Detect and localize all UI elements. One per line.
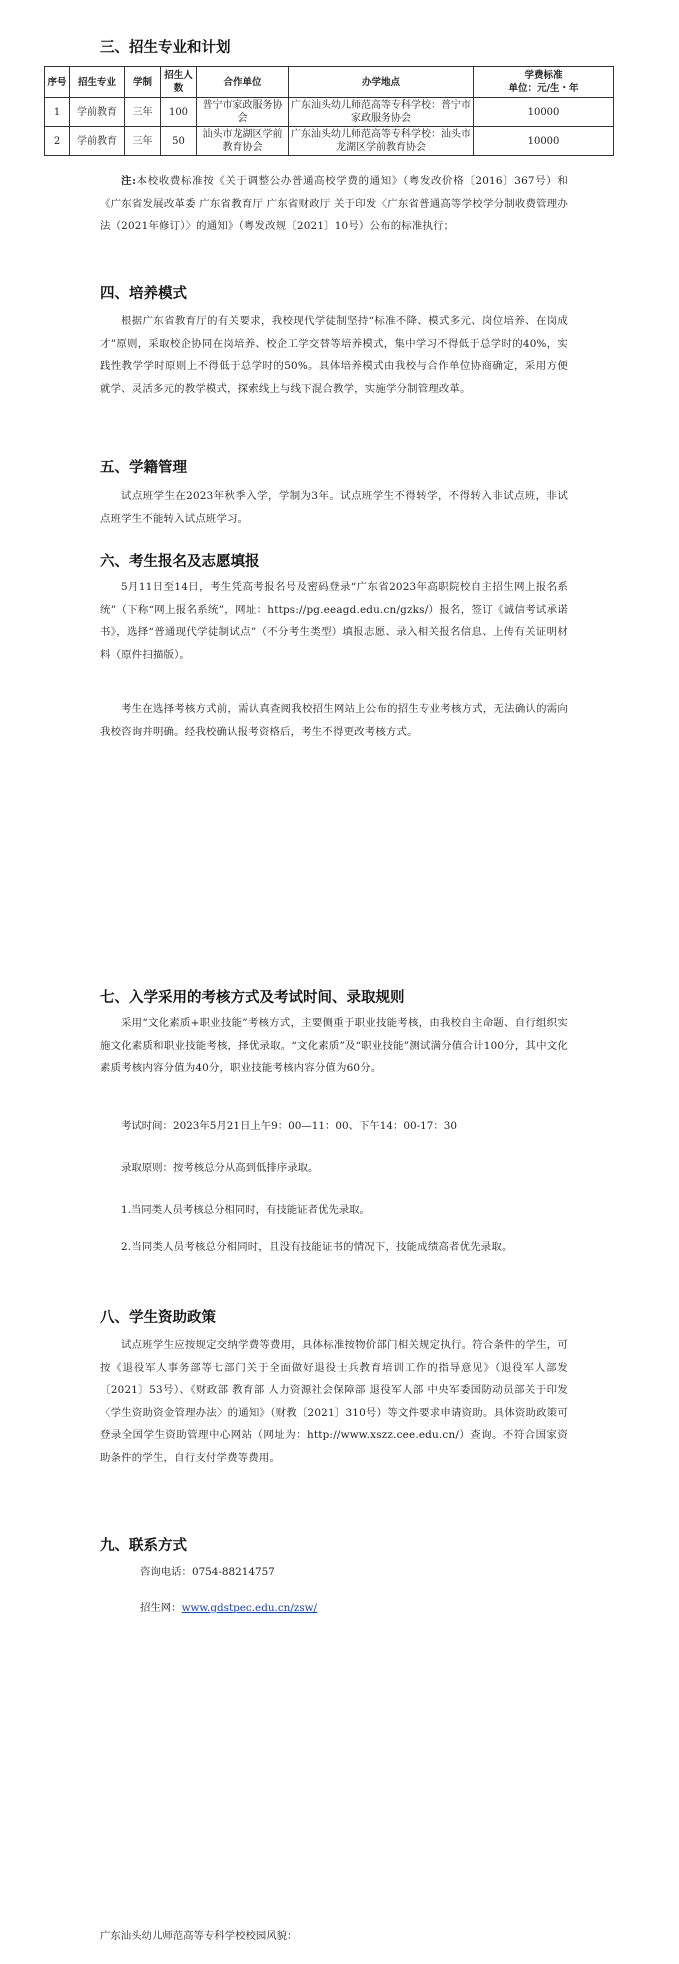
- header-cell: 招生人数: [161, 67, 197, 98]
- header-cell: 学费标准 单位：元/生・年: [474, 67, 614, 98]
- section6-title: 六、考生报名及志愿填报: [100, 554, 260, 570]
- header-cell: 招生专业: [70, 67, 125, 98]
- admission-rule-1: 1.当同类人员考核总分相同时，有技能证者优先录取。: [121, 1204, 370, 1216]
- enrollment-plan-table: [44, 66, 614, 156]
- header-cell: 学制: [125, 67, 161, 98]
- section6-paragraph-1: 5月11日至14日，考生凭高考报名号及密码登录“广东省2023年高职院校自主招生网上报名系统”（下称“网上报名系统”，网址：https://pg.eeagd.edu.cn/gzks/）报名，签订《诚信考试承诺书》，选择“普通现代学徒制试点”（不分考生类型）填报志愿、录入相关报名信息、上传有关证明材料（原件扫描版）。: [100, 581, 568, 661]
- campus-caption: 广东汕头幼儿师范高等专科学校校园风貌：: [100, 1930, 298, 1942]
- section6-paragraph-2: 考生在选择考核方式前，需认真查阅我校招生网站上公布的招生专业考核方式，无法确认的需向我校咨询并明确。经我校确认报考资格后，考生不得更改考核方式。: [100, 703, 568, 738]
- exam-time: 考试时间：2023年5月21日上午9：00—11：00、下午14：00-17：30: [121, 1120, 457, 1132]
- tuition-note: [100, 170, 568, 238]
- table-cell: 三年: [125, 98, 161, 127]
- header-cell: 序号: [45, 67, 70, 98]
- section9-title: 九、联系方式: [100, 1538, 187, 1554]
- table-cell: 50: [161, 127, 197, 156]
- header-cell: 办学地点: [289, 67, 474, 98]
- section8-title: 八、学生资助政策: [100, 1310, 216, 1326]
- section8-paragraph: 试点班学生应按规定交纳学费等费用，具体标准按物价部门相关规定执行。符合条件的学生，可按《退役军人事务部等七部门关于全面做好退役士兵教育培训工作的指导意见》（退役军人部发〔2021〕53号）、《财政部 教育部 人力资源社会保障部 退役军人部 中央军委国防动员部关于印发〈学生资助资金管理办法〉的通知》（财教〔2021〕310号）等文件要求申请资助。具体资助政策可登录全国学生资助管理中心网站（网址为：http://www.xszz.cee.edu.cn/）查询。不符合国家资助条件的学生，自行支付学费等费用。: [100, 1339, 568, 1464]
- section7-title: 七、入学采用的考核方式及考试时间、录取规则: [100, 990, 405, 1006]
- table-cell: 广东汕头幼儿师范高等专科学校：汕头市龙湖区学前教育协会: [289, 127, 474, 156]
- contact-phone: 咨询电话：0754-88214757: [140, 1566, 275, 1578]
- section7-paragraph: 采用“文化素质+职业技能”考核方式，主要侧重于职业技能考核，由我校自主命题、自行组织实施文化素质和职业技能考核，择优录取。“文化素质”及“职业技能”测试满分值合计100分，其中文化素质考核内容分值为40分，职业技能考核内容分值为60分。: [100, 1017, 568, 1074]
- table-cell: 普宁市家政服务协会: [197, 98, 289, 127]
- table-cell: 2: [45, 127, 70, 156]
- section5-title: 五、学籍管理: [100, 460, 187, 476]
- admission-rule: 录取原则：按考核总分从高到低排序录取。: [121, 1162, 319, 1174]
- section4-title: 四、培养模式: [100, 286, 187, 302]
- table-cell: 三年: [125, 127, 161, 156]
- table-cell: 100: [161, 98, 197, 127]
- table-cell: 学前教育: [70, 127, 125, 156]
- table-row: [45, 98, 614, 127]
- table-cell: 学前教育: [70, 98, 125, 127]
- table-cell: 10000: [474, 98, 614, 127]
- website-label: 招生网：: [140, 1602, 182, 1614]
- admissions-website-link[interactable]: www.gdstpec.edu.cn/zsw/: [181, 1602, 318, 1614]
- table-cell: 广东汕头幼儿师范高等专科学校：普宁市家政服务协会: [289, 98, 474, 127]
- note-label: 注:: [121, 175, 137, 187]
- table-row: [45, 127, 614, 156]
- section3-title: 三、招生专业和计划: [100, 40, 231, 56]
- section5-paragraph: 试点班学生在2023年秋季入学，学制为3年。试点班学生不得转学，不得转入非试点班，非试点班学生不能转入试点班学习。: [100, 490, 568, 525]
- table-cell: 1: [45, 98, 70, 127]
- admission-rule-2: 2.当同类人员考核总分相同时，且没有技能证书的情况下，技能成绩高者优先录取。: [121, 1241, 513, 1253]
- admissions-website: [140, 1598, 317, 1618]
- table-header-row: [45, 67, 614, 98]
- note-text: 本校收费标准按《关于调整公办普通高校学费的通知》（粤发改价格〔2016〕367号）和《广东省发展改革委 广东省教育厅 广东省财政厅 关于印发〈广东省普通高等学校学分制收费管理办法（2021年修订）〉的通知》（粤发改规〔2021〕10号）公布的标准执行；: [100, 175, 568, 232]
- header-cell: 合作单位: [197, 67, 289, 98]
- section4-paragraph: 根据广东省教育厅的有关要求，我校现代学徒制坚持“标准不降、模式多元、岗位培养、在岗成才”原则，采取校企协同在岗培养、校企工学交替等培养模式，集中学习不得低于总学时的40%，实践性教学学时原则上不得低于总学时的50%。具体培养模式由我校与合作单位协商确定，采用方便就学、灵活多元的教学模式，探索线上与线下混合教学，实施学分制管理改革。: [100, 315, 568, 395]
- table-cell: 10000: [474, 127, 614, 156]
- table-cell: 汕头市龙湖区学前教育协会: [197, 127, 289, 156]
